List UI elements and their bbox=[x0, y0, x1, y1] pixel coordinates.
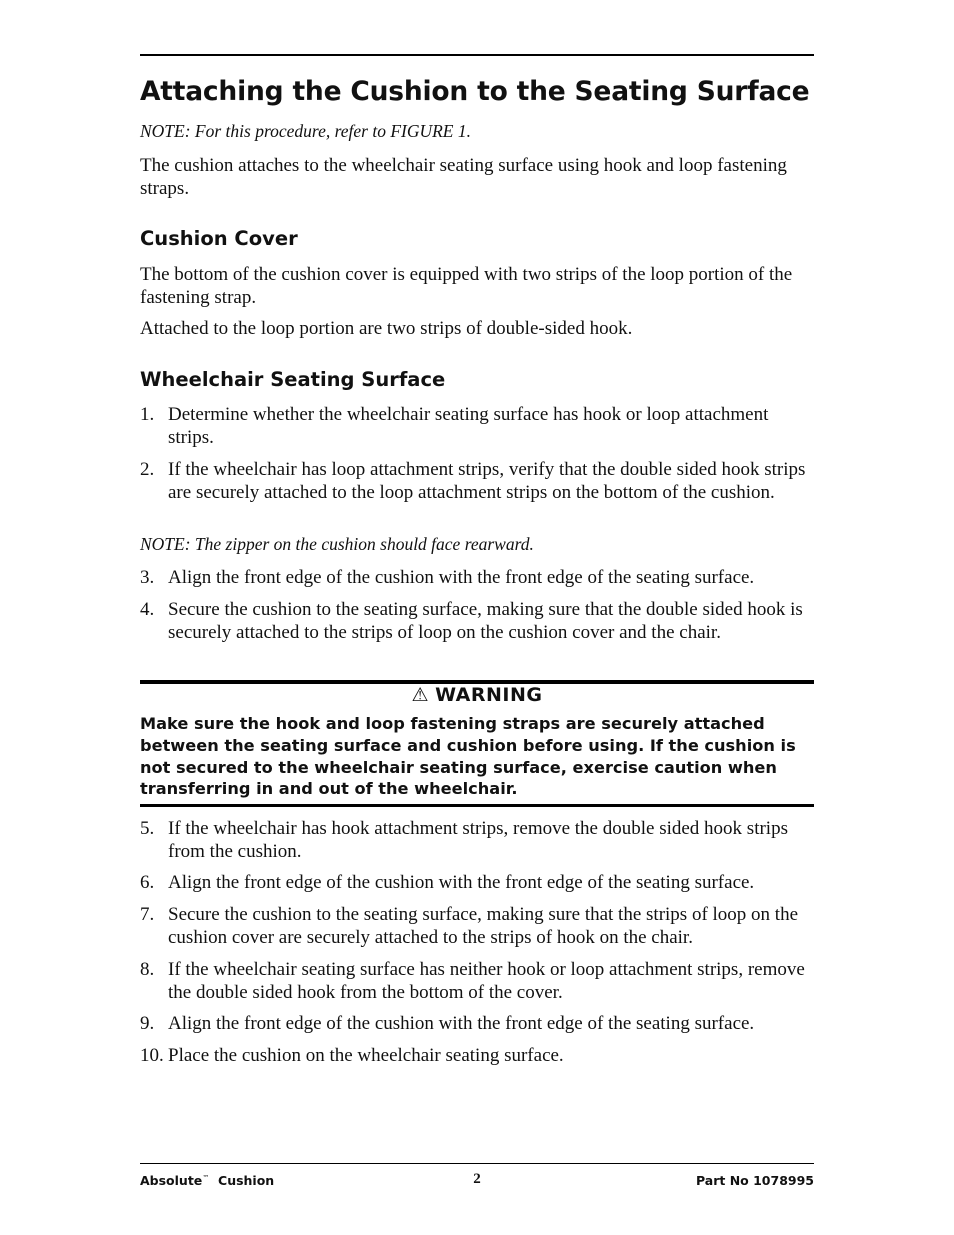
top-rule bbox=[140, 54, 814, 56]
warning-title: WARNING bbox=[435, 684, 543, 706]
step-text: Align the front edge of the cushion with the front edge of the seating surface. bbox=[168, 872, 755, 893]
step-text: Align the front edge of the cushion with the front edge of the seating surface. bbox=[168, 567, 755, 588]
step-number: 2. bbox=[140, 459, 155, 480]
footer-product-name: Absolute bbox=[140, 1173, 203, 1188]
step-number: 10. bbox=[140, 1045, 164, 1066]
list-item bbox=[140, 403, 814, 449]
footer-part-number: Part No 1078995 bbox=[695, 1173, 814, 1188]
note-zipper: NOTE: The zipper on the cushion should face rearward. bbox=[140, 534, 534, 554]
list-item bbox=[140, 566, 814, 589]
heading-seating-surface: Wheelchair Seating Surface bbox=[140, 368, 446, 391]
step-number: 4. bbox=[140, 599, 155, 620]
step-number: 6. bbox=[140, 872, 155, 893]
cover-paragraph-1: The bottom of the cushion cover is equipped with two strips of the loop portion of the fastening strap. bbox=[140, 264, 793, 308]
warning-triangle-icon: ⚠ bbox=[411, 684, 430, 706]
step-text: If the wheelchair seating surface has neither hook or loop attachment strips, remove the double sided hook from the bottom of the cover. bbox=[168, 959, 805, 1003]
list-item bbox=[140, 598, 814, 644]
intro-paragraph: The cushion attaches to the wheelchair seating surface using hook and loop fastening straps. bbox=[140, 155, 787, 199]
heading-cushion-cover: Cushion Cover bbox=[140, 227, 298, 250]
step-number: 3. bbox=[140, 567, 155, 588]
page-number: 2 bbox=[473, 1171, 481, 1187]
step-text: Align the front edge of the cushion with the front edge of the seating surface. bbox=[168, 1013, 755, 1034]
step-text: If the wheelchair has loop attachment strips, verify that the double sided hook strips are securely attached to the loop attachment strips on the bottom of the cushion. bbox=[168, 459, 806, 503]
list-item bbox=[140, 903, 814, 949]
list-item bbox=[140, 1044, 814, 1067]
list-item bbox=[140, 817, 814, 863]
step-text: Secure the cushion to the seating surface, making sure that the double sided hook is securely attached to the strips of loop on the cushion cover and the chair. bbox=[168, 599, 803, 643]
list-item bbox=[140, 1012, 814, 1035]
warning-body: Make sure the hook and loop fastening straps are securely attached between the seating surface and cushion before using. If the cushion is not secured to the wheelchair seating surface, exercise caution when transferring in and out of the wheelchair. bbox=[140, 714, 796, 799]
list-item bbox=[140, 958, 814, 1004]
step-number: 8. bbox=[140, 959, 155, 980]
step-number: 7. bbox=[140, 904, 155, 925]
step-text: Place the cushion on the wheelchair seating surface. bbox=[168, 1045, 564, 1066]
cover-paragraph-2: Attached to the loop portion are two strips of double-sided hook. bbox=[140, 318, 633, 339]
footer-rule bbox=[140, 1163, 814, 1164]
step-text: Determine whether the wheelchair seating surface has hook or loop attachment strips. bbox=[168, 404, 769, 448]
step-number: 9. bbox=[140, 1013, 155, 1034]
step-text: If the wheelchair has hook attachment strips, remove the double sided hook strips from the cushion. bbox=[168, 818, 788, 862]
trademark-symbol: ™ bbox=[202, 1173, 210, 1182]
page-title: Attaching the Cushion to the Seating Surface bbox=[140, 76, 810, 107]
list-item bbox=[140, 871, 814, 894]
step-text: Secure the cushion to the seating surface, making sure that the strips of loop on the cushion cover are securely attached to the strips of hook on the chair. bbox=[168, 904, 799, 948]
footer-product-suffix: Cushion bbox=[218, 1173, 275, 1188]
step-number: 1. bbox=[140, 404, 155, 425]
step-number: 5. bbox=[140, 818, 155, 839]
note-figure: NOTE: For this procedure, refer to FIGURE 1. bbox=[140, 121, 471, 141]
list-item bbox=[140, 458, 814, 504]
warning-bottom-rule bbox=[140, 804, 814, 807]
warning-heading bbox=[140, 684, 814, 706]
